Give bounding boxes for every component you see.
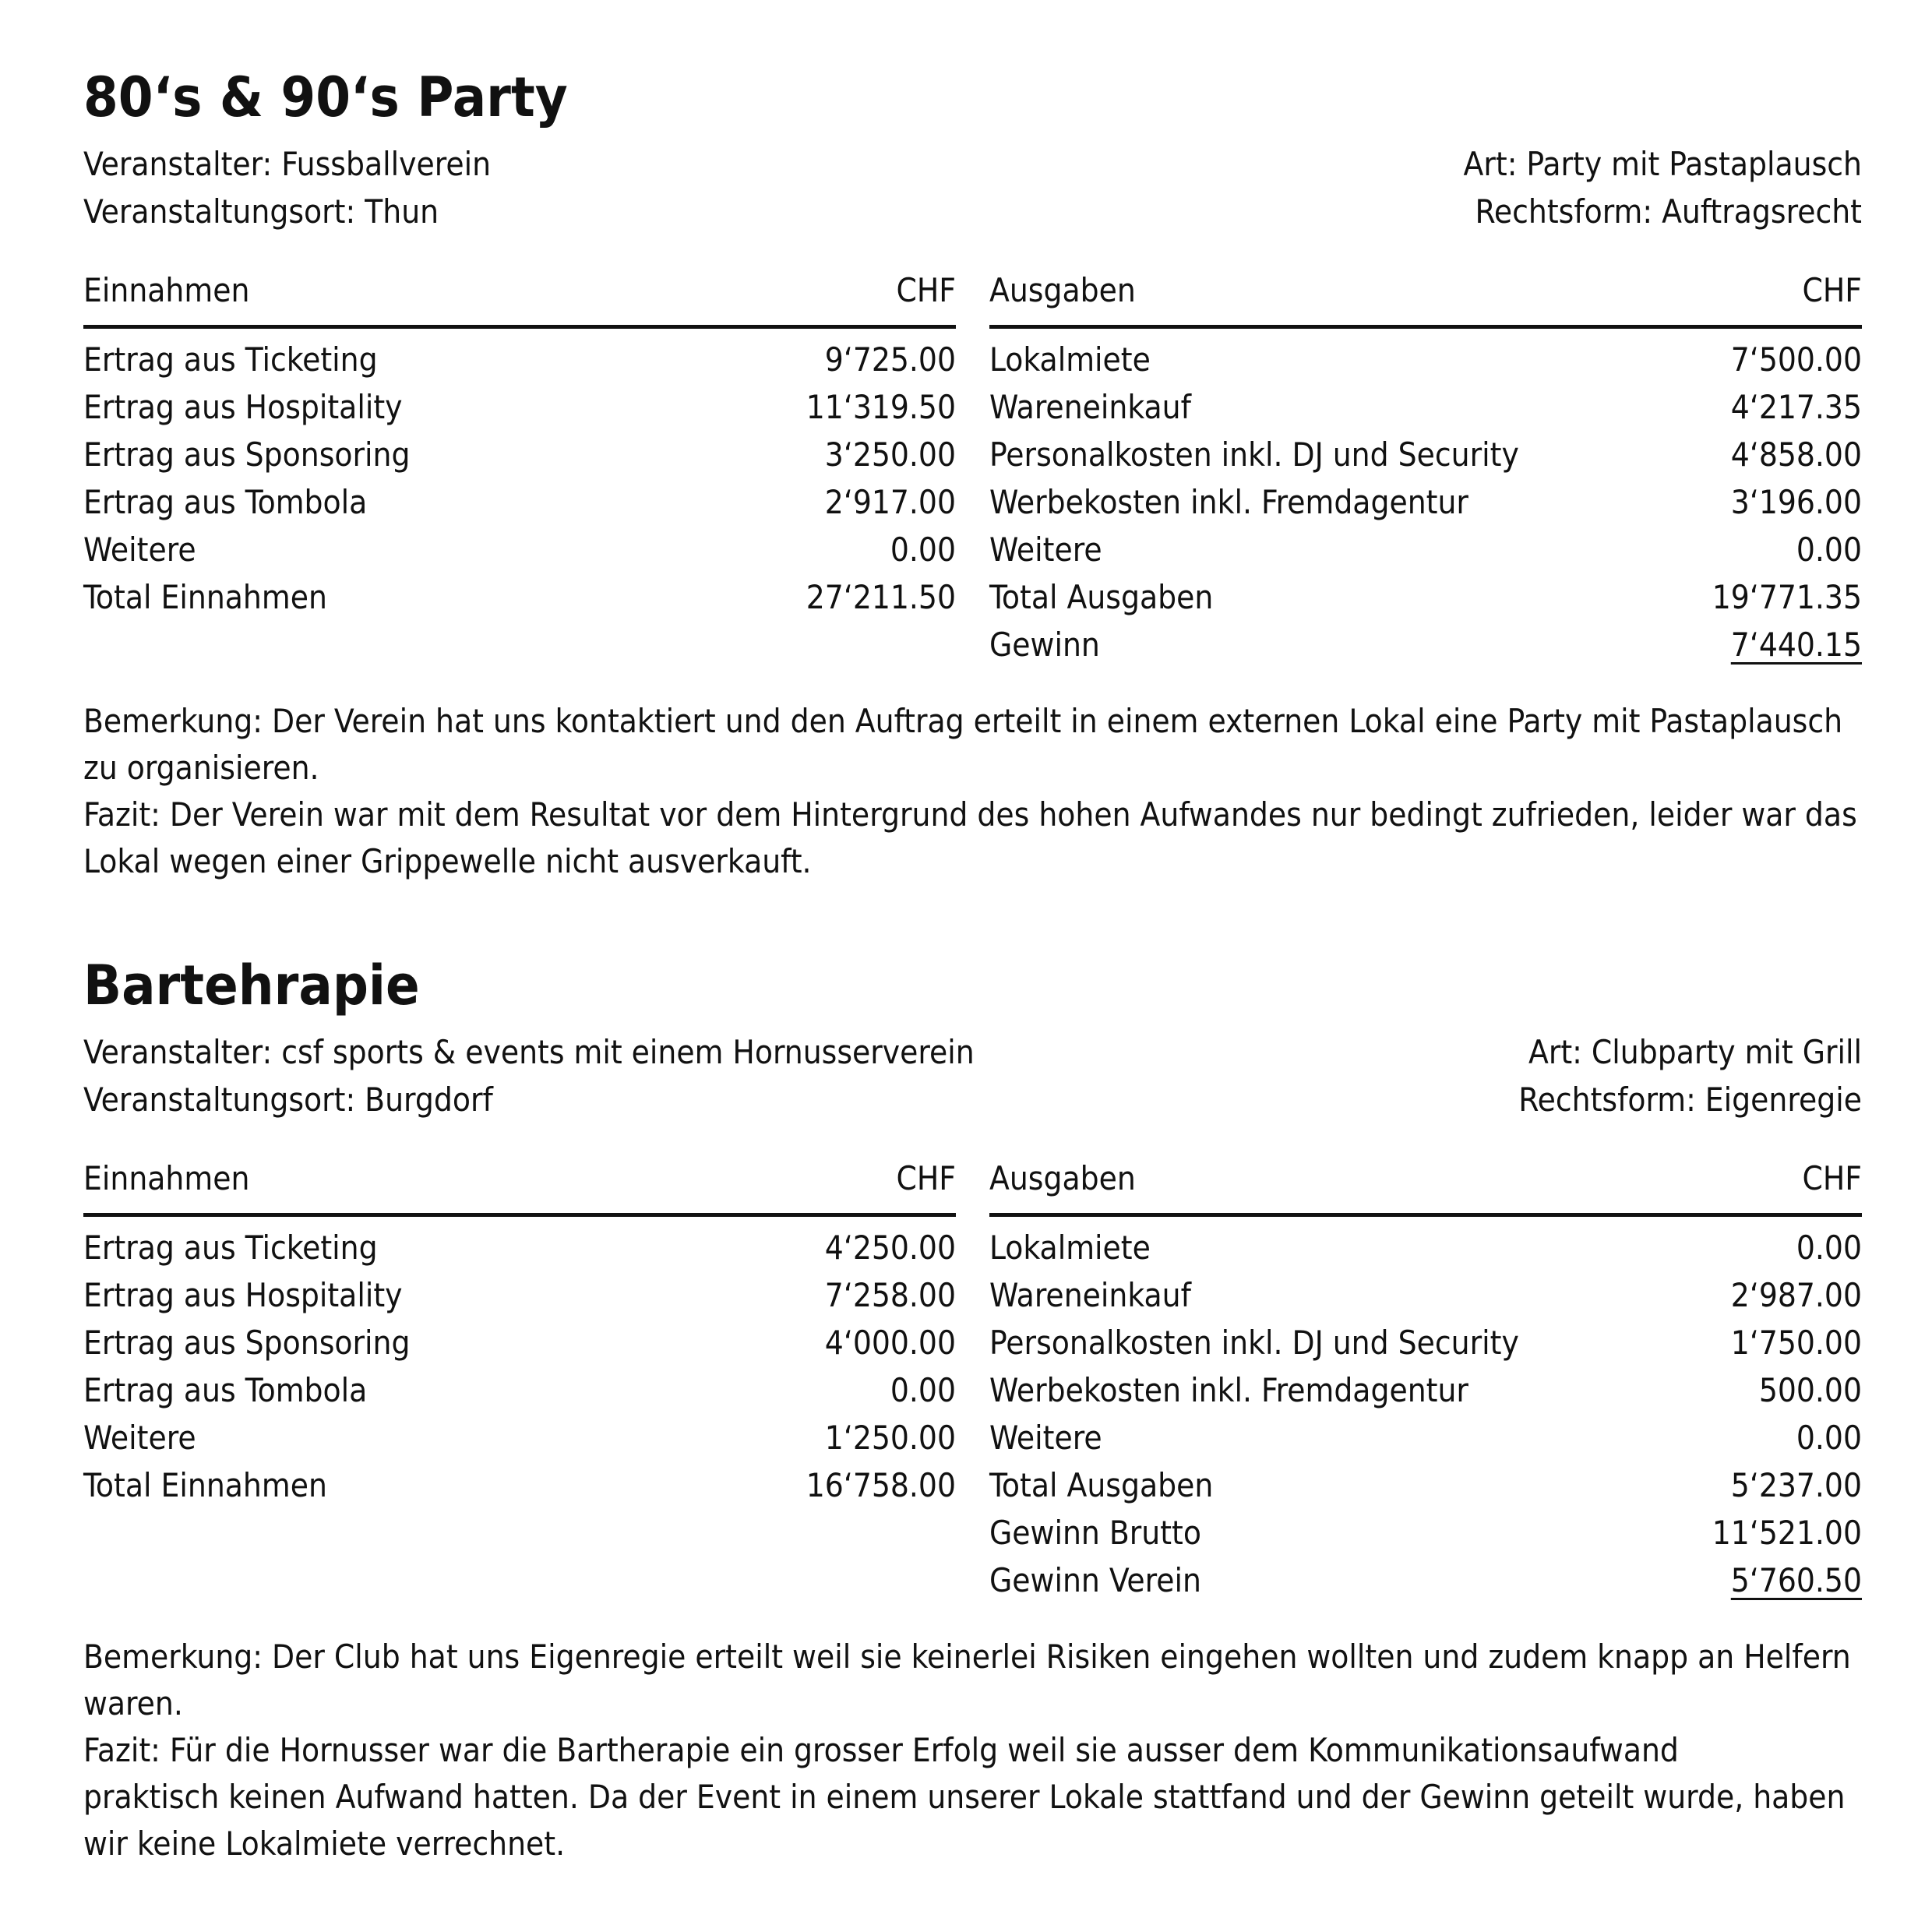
conclusion-text: Fazit: Der Verein war mit dem Resultat vor dem Hintergrund des hohen Aufwandes nur bedingt zufrieden, leider war das Lokal wegen einer Grippewelle nicht ausverkauft. [83, 795, 1857, 880]
row-amount: 7‘258.00 [824, 1276, 956, 1314]
expenses-header-label: Ausgaben [989, 1159, 1136, 1197]
expenses-header-currency: CHF [1802, 271, 1862, 309]
table-row [989, 431, 1862, 478]
row-label: Total Einnahmen [83, 1466, 327, 1504]
row-label: Total Einnahmen [83, 578, 327, 616]
meta-right [1464, 140, 1862, 235]
row-amount: 4‘000.00 [824, 1324, 956, 1362]
table-row [989, 526, 1862, 573]
event-meta [83, 140, 1862, 235]
event-section-party [83, 55, 1862, 885]
row-label: Ertrag aus Sponsoring [83, 1324, 411, 1362]
table-row [989, 1319, 1862, 1366]
row-label: Ertrag aus Ticketing [83, 1229, 378, 1267]
row-label: Ertrag aus Sponsoring [83, 435, 411, 474]
table-row [83, 1271, 956, 1319]
table-row-profit-gross [989, 1509, 1862, 1557]
row-label: Gewinn [989, 626, 1100, 664]
table-row [989, 336, 1862, 383]
event-section-bartherapie [83, 943, 1862, 1867]
row-label: Weitere [989, 531, 1102, 569]
remark-text: Bemerkung: Der Verein hat uns kontaktiert und den Auftrag erteilt in einem externen Lokal eine Party mit Pastaplausch zu organisieren. [83, 702, 1843, 787]
row-amount: 2‘917.00 [824, 483, 956, 521]
income-header-currency: CHF [896, 1159, 956, 1197]
income-header-currency: CHF [896, 271, 956, 309]
row-label: Ertrag aus Ticketing [83, 340, 378, 379]
row-label: Ertrag aus Tombola [83, 483, 368, 521]
expenses-table-header [989, 266, 1862, 329]
finance-tables [83, 1155, 1862, 1604]
row-amount: 11‘319.50 [806, 388, 956, 426]
table-row-profit-club [989, 1557, 1862, 1604]
row-amount: 16‘758.00 [806, 1466, 956, 1504]
row-amount: 3‘250.00 [824, 435, 956, 474]
row-amount: 0.00 [1796, 1419, 1862, 1457]
row-amount: 4‘217.35 [1730, 388, 1862, 426]
legal-form-text: Rechtsform: Auftragsrecht [1475, 192, 1862, 231]
location-text: Veranstaltungsort: Burgdorf [83, 1081, 493, 1119]
table-row-total [83, 573, 956, 621]
finance-tables [83, 266, 1862, 668]
row-label: Total Ausgaben [989, 578, 1214, 616]
meta-right [1518, 1028, 1862, 1123]
row-amount: 2‘987.00 [1730, 1276, 1862, 1314]
row-amount: 0.00 [1796, 1229, 1862, 1267]
row-label: Wareneinkauf [989, 1276, 1191, 1314]
meta-left [83, 1028, 975, 1123]
table-row [83, 336, 956, 383]
event-meta [83, 1028, 1862, 1123]
profit-amount: 7‘440.15 [1730, 626, 1862, 664]
row-label: Werbekosten inkl. Fremdagentur [989, 1371, 1468, 1409]
income-table-header [83, 1155, 956, 1217]
table-row [83, 526, 956, 573]
row-amount: 3‘196.00 [1730, 483, 1862, 521]
row-label: Ertrag aus Tombola [83, 1371, 368, 1409]
row-amount: 19‘771.35 [1712, 578, 1862, 616]
expenses-table-header [989, 1155, 1862, 1217]
type-text: Art: Clubparty mit Grill [1528, 1033, 1862, 1071]
table-row [83, 1224, 956, 1271]
row-amount: 4‘858.00 [1730, 435, 1862, 474]
table-row [83, 1319, 956, 1366]
row-label: Lokalmiete [989, 1229, 1151, 1267]
income-table-header [83, 266, 956, 329]
event-notes [83, 1634, 1862, 1867]
expenses-header-label: Ausgaben [989, 271, 1136, 309]
conclusion-line-2: praktisch keinen Aufwand hatten. Da der Event in einem unserer Lokale stattfand und der Gewinn geteilt wurde, haben wir keine Lokalmiete verrechnet. [83, 1778, 1846, 1863]
legal-form-text: Rechtsform: Eigenregie [1518, 1081, 1862, 1119]
table-row [83, 1366, 956, 1414]
row-label: Ertrag aus Hospitality [83, 1276, 403, 1314]
table-row [83, 383, 956, 431]
table-row [989, 478, 1862, 526]
profit-amount: 5‘760.50 [1730, 1561, 1862, 1599]
table-row [989, 1224, 1862, 1271]
location-text: Veranstaltungsort: Thun [83, 192, 439, 231]
expenses-table [989, 1155, 1862, 1604]
row-amount: 11‘521.00 [1712, 1514, 1862, 1552]
table-row [989, 1366, 1862, 1414]
row-label: Personalkosten inkl. DJ und Security [989, 435, 1519, 474]
row-amount: 0.00 [890, 531, 956, 569]
income-table [83, 1155, 956, 1604]
row-amount: 27‘211.50 [806, 578, 956, 616]
row-amount: 5‘237.00 [1730, 1466, 1862, 1504]
income-header-label: Einnahmen [83, 1159, 250, 1197]
row-label: Weitere [83, 1419, 196, 1457]
table-row-total [83, 1461, 956, 1509]
table-row [989, 1414, 1862, 1461]
row-label: Gewinn Brutto [989, 1514, 1201, 1552]
row-label: Personalkosten inkl. DJ und Security [989, 1324, 1519, 1362]
income-table [83, 266, 956, 668]
row-label: Total Ausgaben [989, 1466, 1214, 1504]
event-notes [83, 698, 1862, 885]
table-row-total [989, 1461, 1862, 1509]
organizer-text: Veranstalter: Fussballverein [83, 145, 492, 183]
expenses-table [989, 266, 1862, 668]
meta-left [83, 140, 491, 235]
row-label: Weitere [989, 1419, 1102, 1457]
type-text: Art: Party mit Pastaplausch [1463, 145, 1862, 183]
row-label: Weitere [83, 531, 196, 569]
row-amount: 1‘750.00 [1730, 1324, 1862, 1362]
table-row-profit [989, 621, 1862, 668]
table-row [83, 478, 956, 526]
row-amount: 0.00 [890, 1371, 956, 1409]
row-label: Lokalmiete [989, 340, 1151, 379]
event-title: 80‘s & 90‘s Party [83, 65, 568, 129]
remark-text: Bemerkung: Der Club hat uns Eigenregie erteilt weil sie keinerlei Risiken eingehen wollten und zudem knapp an Helfern waren. [83, 1638, 1851, 1722]
organizer-text: Veranstalter: csf sports & events mit einem Hornusserverein [83, 1033, 975, 1071]
expenses-header-currency: CHF [1802, 1159, 1862, 1197]
table-row [989, 1271, 1862, 1319]
row-label: Wareneinkauf [989, 388, 1191, 426]
row-amount: 0.00 [1796, 531, 1862, 569]
row-amount: 1‘250.00 [824, 1419, 956, 1457]
row-amount: 4‘250.00 [824, 1229, 956, 1267]
income-header-label: Einnahmen [83, 271, 250, 309]
row-label: Gewinn Verein [989, 1561, 1201, 1599]
table-row [83, 431, 956, 478]
row-amount: 500.00 [1758, 1371, 1862, 1409]
row-label: Ertrag aus Hospitality [83, 388, 403, 426]
table-row [83, 1414, 956, 1461]
row-label: Werbekosten inkl. Fremdagentur [989, 483, 1468, 521]
table-row [989, 383, 1862, 431]
row-amount: 9‘725.00 [824, 340, 956, 379]
event-title: Bartehrapie [83, 954, 420, 1017]
row-amount: 7‘500.00 [1730, 340, 1862, 379]
table-row-total [989, 573, 1862, 621]
conclusion-line-1: Fazit: Für die Hornusser war die Bartherapie ein grosser Erfolg weil sie ausser dem Kommunikationsaufwand [83, 1731, 1679, 1769]
